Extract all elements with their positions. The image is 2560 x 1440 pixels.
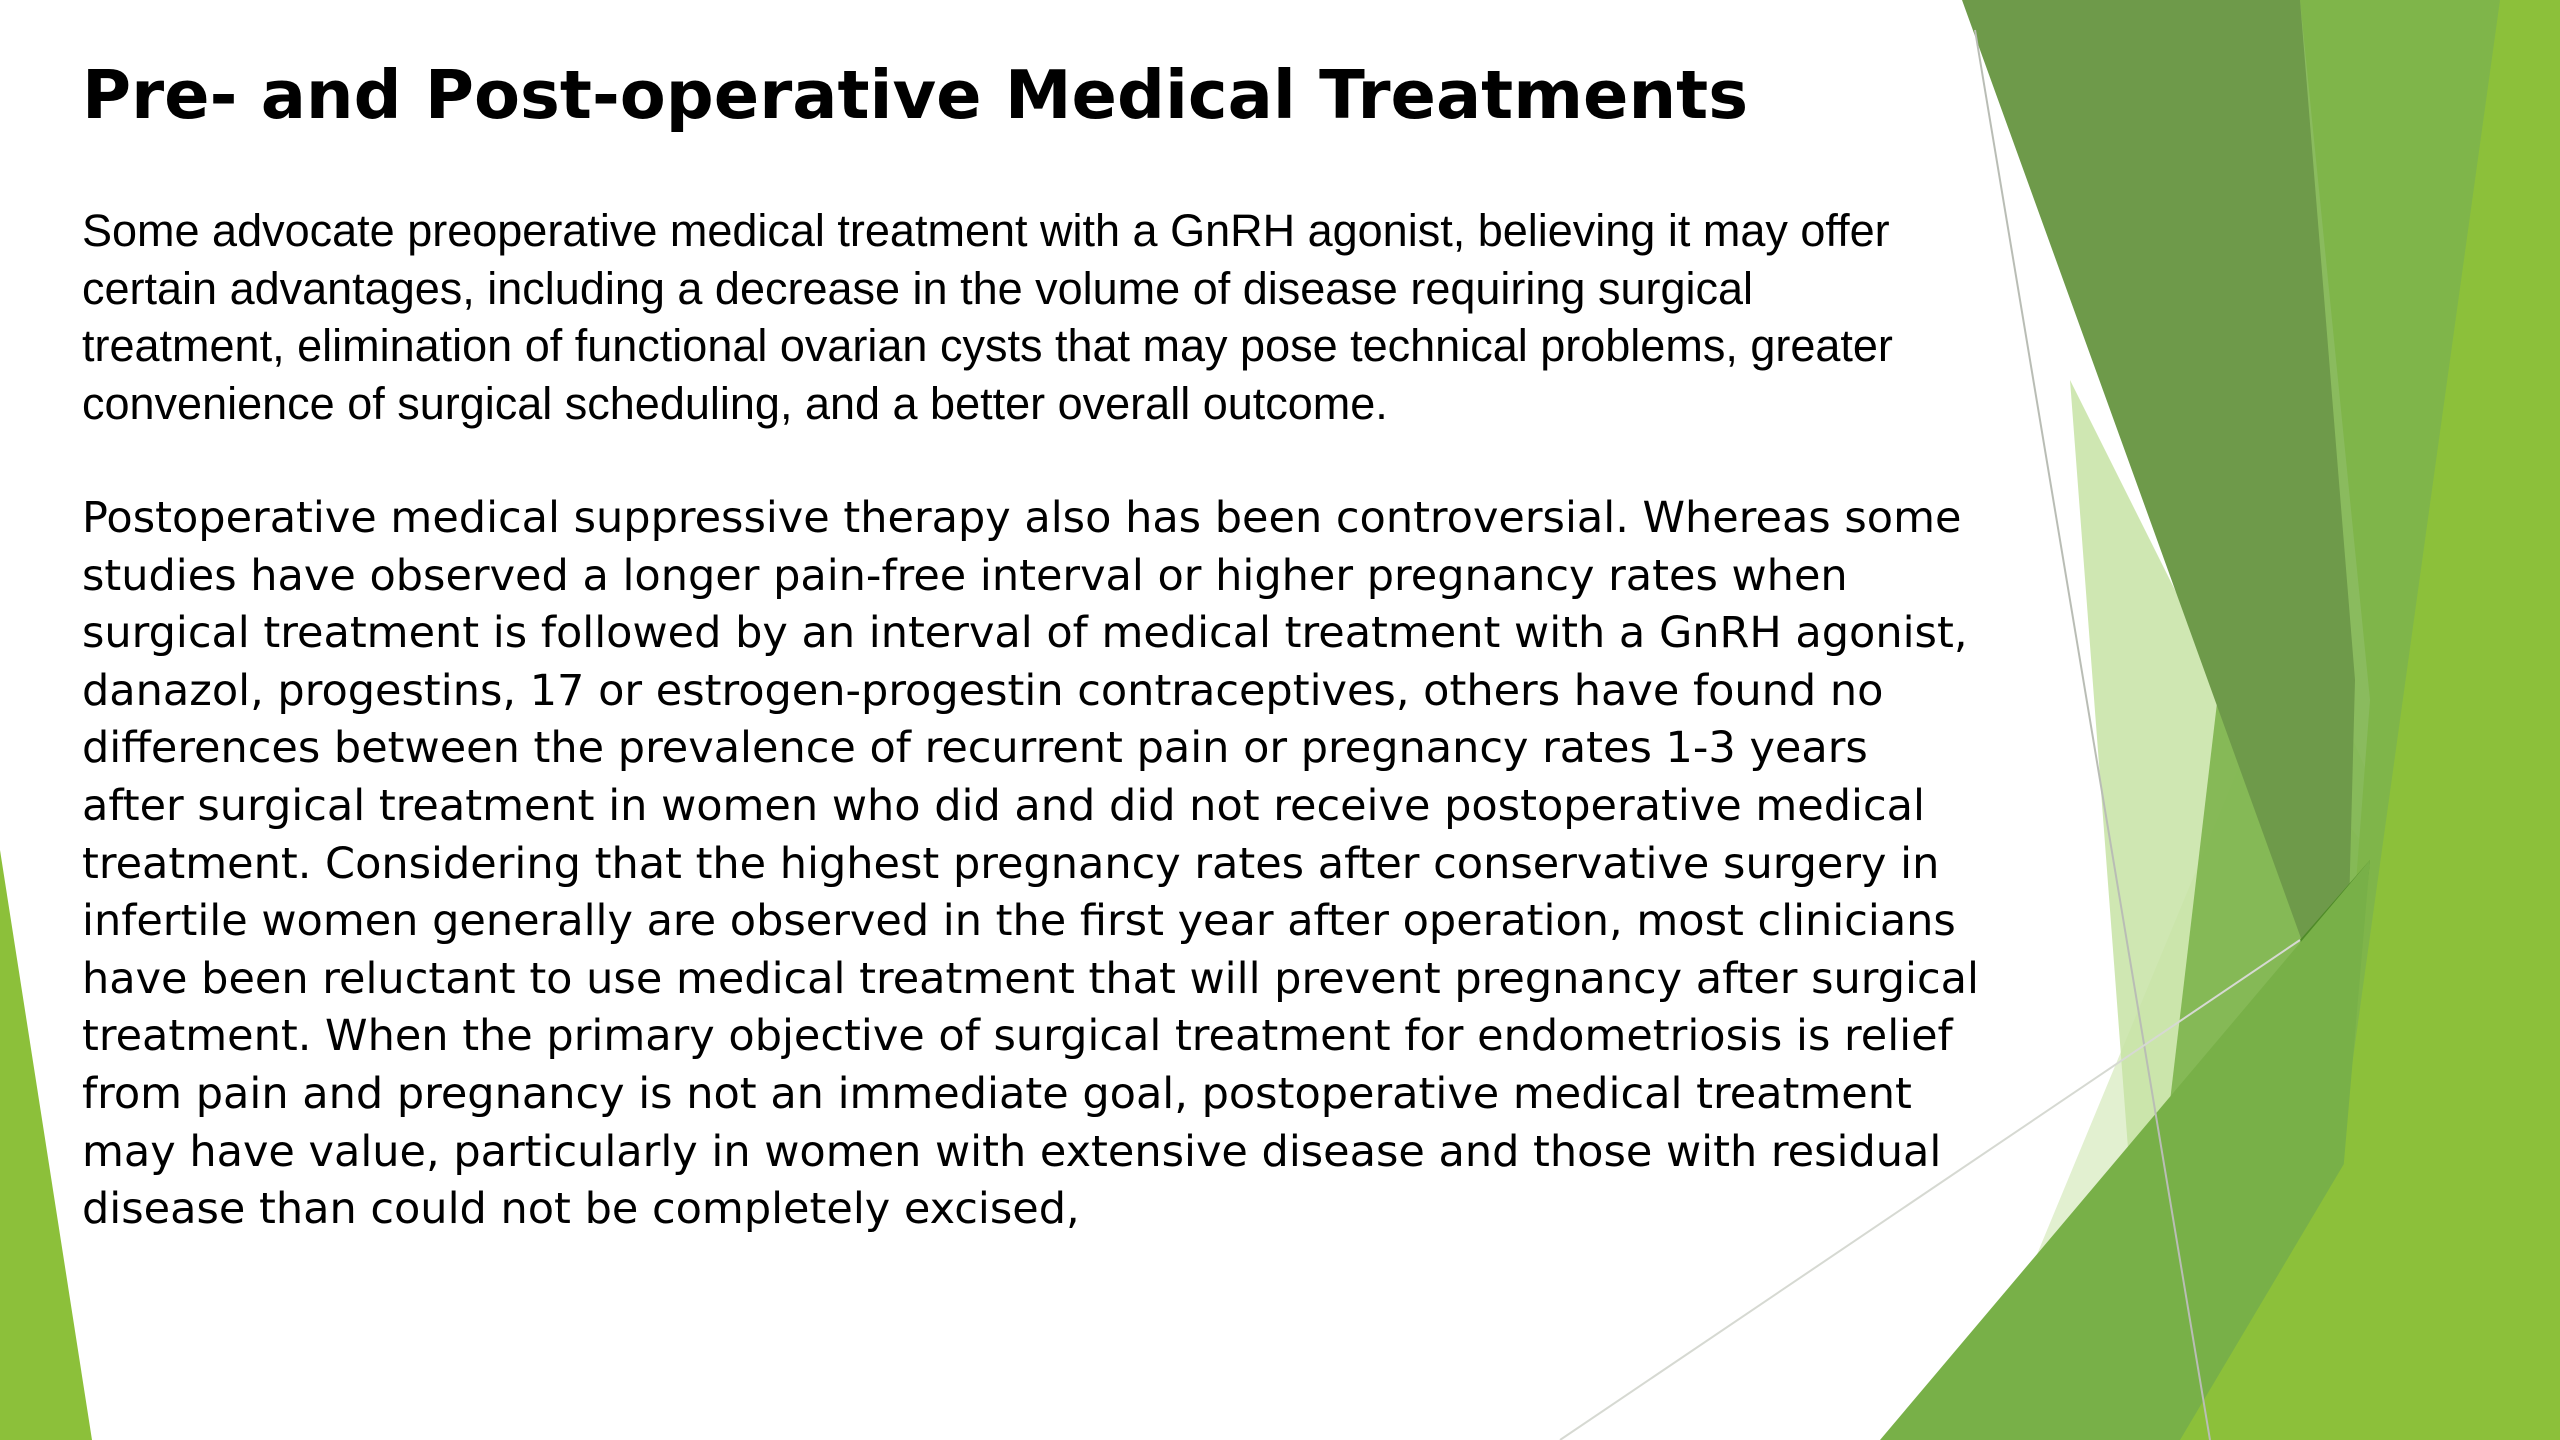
slide-title: Pre- and Post-operative Medical Treatments — [82, 56, 1749, 134]
decor-left-sliver — [0, 850, 92, 1440]
body-paragraph-postoperative: Postoperative medical suppressive therapy also has been controversial. Whereas some studies have observed a longer pain-free interval or higher pregnancy rates when surgical treatment is followed by an interval of medical treatment with a GnRH agonist, danazol, progestins, 17 or estrogen-progestin contraceptives, others have found no differences between the prevalence of recurrent pain or pregnancy rates 1-3 years after surgical treatment in women who did and did not receive postoperative medical treatment. Considering that the highest pregnancy rates after conservative surgery in infertile women generally are observed in the first year after operation, most clinicians have been reluctant to use medical treatment that will prevent pregnancy after surgical treatment. When the primary objective of surgical treatment for endometriosis is relief from pain and pregnancy is not an immediate goal, postoperative medical treatment may have value, particularly in women with extensive disease and those with residual disease than could not be completely excised, — [82, 493, 1979, 1235]
body-paragraph-preoperative: Some advocate preoperative medical treatment with a GnRH agonist, believing it may offer certain advantages, including a decrease in the volume of disease requiring surgical treatment, elimination of functional ovarian cysts that may pose technical problems, greater convenience of surgical scheduling, and a better overall outcome. — [82, 205, 1893, 429]
